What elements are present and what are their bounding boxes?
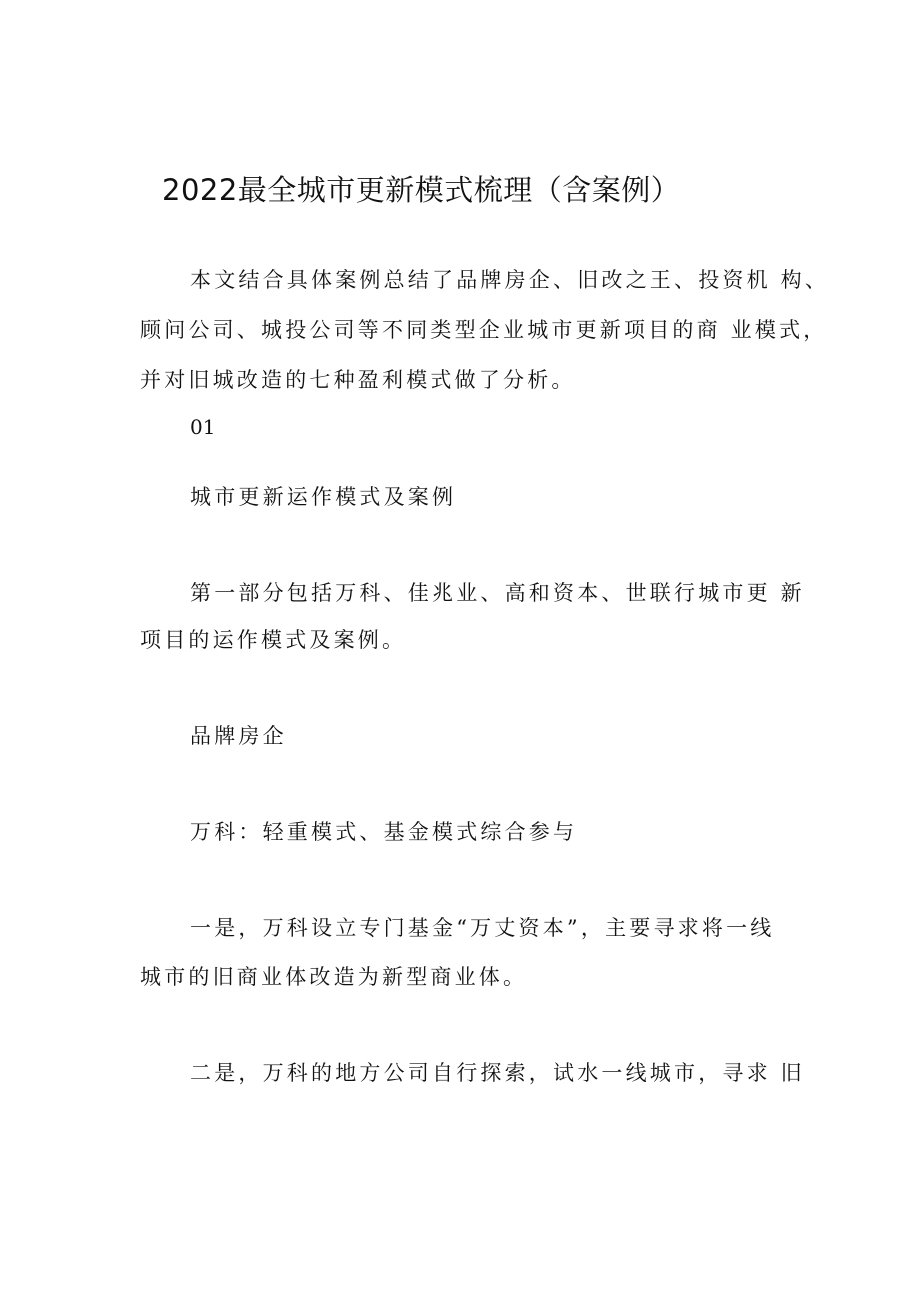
section-heading: 城市更新运作模式及案例	[190, 485, 457, 509]
point-one-line-1: 一是，万科设立专门基金“万丈资本”，主要寻求将一线	[190, 916, 775, 940]
point-two-line-1: 二是，万科的地方公司自行探索，试水一线城市，寻求 旧	[190, 1061, 805, 1085]
subheading-brand-developers: 品牌房企	[190, 724, 287, 748]
vanke-heading: 万科：轻重模式、基金模式综合参与	[190, 820, 578, 844]
point-one-line-2: 城市的旧商业体改造为新型商业体。	[140, 965, 528, 989]
intro-line-2: 顾问公司、城投公司等不同类型企业城市更新项目的商 业模式，	[140, 318, 828, 342]
intro-line-1: 本文结合具体案例总结了品牌房企、旧改之王、投资机 构、	[190, 268, 830, 292]
section-number: 01	[190, 415, 216, 439]
document-title: 2022最全城市更新模式梳理（含案例）	[162, 173, 681, 207]
intro-line-3: 并对旧城改造的七种盈利模式做了分析。	[140, 368, 576, 392]
part-one-line-2: 项目的运作模式及案例。	[140, 628, 407, 652]
part-one-line-1: 第一部分包括万科、佳兆业、高和资本、世联行城市更 新	[190, 581, 805, 605]
